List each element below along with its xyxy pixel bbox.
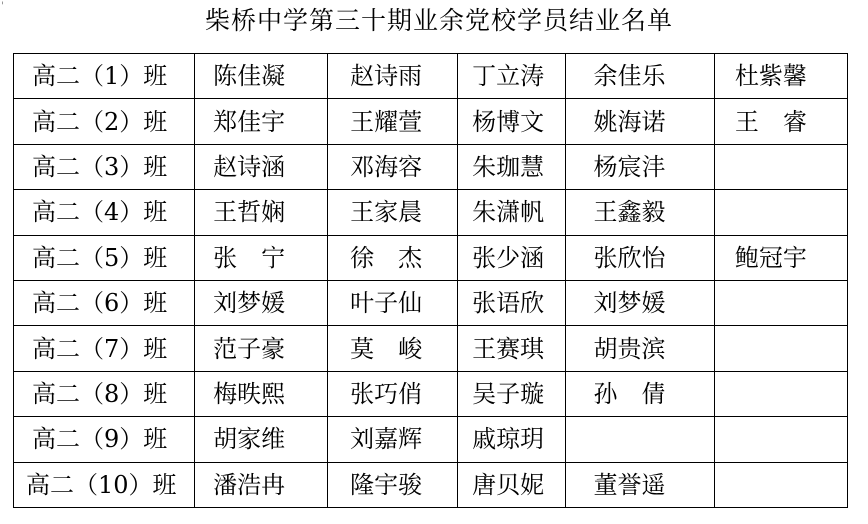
student-name: 丁立涛: [458, 54, 565, 99]
student-name: [714, 144, 847, 189]
student-name: 刘嘉辉: [328, 417, 458, 462]
class-label: 高二（2）班: [14, 99, 195, 144]
student-name: 朱珈慧: [458, 144, 565, 189]
student-name: 邓海容: [328, 144, 458, 189]
student-name: 杨宸沣: [565, 144, 714, 189]
table-row: [14, 144, 848, 189]
class-label: 高二（6）班: [14, 280, 195, 325]
table-row: [14, 235, 848, 280]
student-name: [714, 417, 847, 462]
student-name: 王赛琪: [458, 326, 565, 371]
student-name: 王家晨: [328, 190, 458, 235]
student-name: 范子豪: [195, 326, 328, 371]
class-label: 高二（7）班: [14, 326, 195, 371]
student-name: [714, 190, 847, 235]
student-name: 陈佳凝: [195, 54, 328, 99]
student-name: 刘梦媛: [195, 280, 328, 325]
table-row: [14, 99, 848, 144]
student-name: 张语欣: [458, 280, 565, 325]
table-row: [14, 326, 848, 371]
class-label: 高二（1）班: [14, 54, 195, 99]
student-name: [565, 417, 714, 462]
student-name: [714, 280, 847, 325]
student-name: 潘浩冉: [195, 462, 328, 507]
student-name: 胡贵滨: [565, 326, 714, 371]
student-name: 赵诗雨: [328, 54, 458, 99]
table-row: [14, 371, 848, 416]
student-name: 叶子仙: [328, 280, 458, 325]
table-row: [14, 417, 848, 462]
student-name: 刘梦媛: [565, 280, 714, 325]
student-name: 杜紫馨: [714, 54, 847, 99]
class-label: 高二（8）班: [14, 371, 195, 416]
student-name: 王 睿: [714, 99, 847, 144]
table-row: [14, 280, 848, 325]
student-name: 王哲娴: [195, 190, 328, 235]
student-name: 鲍冠宇: [714, 235, 847, 280]
graduate-roster-table: [13, 53, 848, 508]
class-label: 高二（5）班: [14, 235, 195, 280]
student-name: 徐 杰: [328, 235, 458, 280]
document-title: 柴桥中学第三十期业余党校学员结业名单: [204, 6, 673, 35]
student-name: 王耀萱: [328, 99, 458, 144]
student-name: 杨博文: [458, 99, 565, 144]
class-label: 高二（9）班: [14, 417, 195, 462]
student-name: 莫 峻: [328, 326, 458, 371]
student-name: 朱潇帆: [458, 190, 565, 235]
corner-mark: ': [1, 1, 4, 12]
student-name: 梅昳熙: [195, 371, 328, 416]
table-row: [14, 462, 848, 507]
student-name: 余佳乐: [565, 54, 714, 99]
class-label: 高二（10）班: [14, 462, 195, 507]
student-name: 董誉遥: [565, 462, 714, 507]
class-label: 高二（4）班: [14, 190, 195, 235]
roster-body: [14, 54, 848, 508]
student-name: 吴子璇: [458, 371, 565, 416]
table-row: [14, 54, 848, 99]
student-name: 孙 倩: [565, 371, 714, 416]
student-name: 张少涵: [458, 235, 565, 280]
table-row: [14, 190, 848, 235]
student-name: 姚海诺: [565, 99, 714, 144]
student-name: 赵诗涵: [195, 144, 328, 189]
student-name: 郑佳宇: [195, 99, 328, 144]
student-name: 张 宁: [195, 235, 328, 280]
student-name: [714, 462, 847, 507]
student-name: 王鑫毅: [565, 190, 714, 235]
student-name: 唐贝妮: [458, 462, 565, 507]
student-name: [714, 326, 847, 371]
student-name: 戚琼玥: [458, 417, 565, 462]
class-label: 高二（3）班: [14, 144, 195, 189]
student-name: 胡家维: [195, 417, 328, 462]
student-name: 张欣怡: [565, 235, 714, 280]
student-name: 张巧俏: [328, 371, 458, 416]
student-name: [714, 371, 847, 416]
student-name: 隆宇骏: [328, 462, 458, 507]
